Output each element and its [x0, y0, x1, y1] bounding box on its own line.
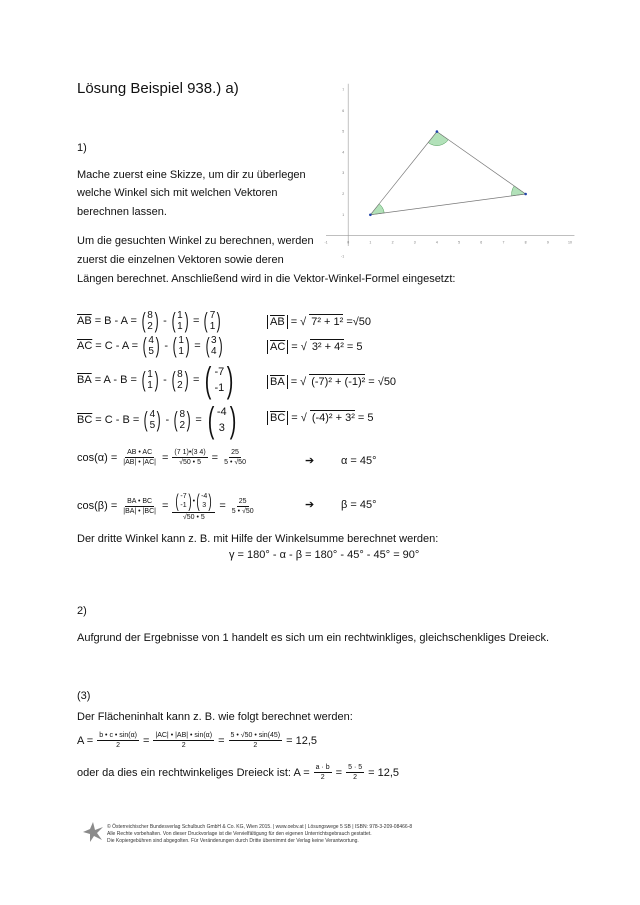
cos-beta-formula: cos(β) = $\frac{BA • BC}{|BA| • |BC|}$ = ( -7 -1 ) • ( -4 3 ) √50 • 5 = $\frac{25}{5 • √50}$ — [77, 491, 254, 521]
area-alt-formula: oder da dies ein rechtwinkeliges Dreieck ist: A = $\frac{a \cdot b}{2}$ = $\frac{5 \cdot 5}{2}$ = 12,5 — [77, 764, 400, 781]
para-line-3: Längen berechnet. Anschließend wird in die Vektor-Winkel-Formel eingesetzt: — [77, 273, 456, 285]
vector-bc-result: ( -4 3 ) — [207, 399, 236, 440]
side-bc — [437, 132, 526, 194]
vector-bc-row: $\overline{BC}$ = C - B = ( 4 5 ) - ( 8 2 ) = ( -4 3 ) — [77, 402, 239, 438]
part2-text: Aufgrund der Ergebnisse von 1 handelt es sich um ein rechtwinkliges, gleichschenkliges Dreieck. — [77, 632, 550, 644]
footer-line-2: Alle Rechte vorbehalten. Von dieser Druckvorlage ist die Vervielfältigung für den eigenen Unterrichtsgebrauch gestattet. — [107, 831, 372, 837]
side-ab — [370, 194, 525, 215]
vector-bc-name: $\overline{BC}$ — [77, 414, 93, 426]
part1-number: 1) — [77, 142, 87, 154]
length-ab: $\overline{AB}$ = √ 7² + 1² =√50 — [267, 314, 371, 329]
vector-c: ( 4 5 ) — [142, 333, 160, 358]
vector-a: ( 1 1 ) — [172, 333, 190, 358]
x-tick-label: 7 — [502, 240, 505, 245]
y-tick-label: -1 — [341, 254, 345, 259]
y-tick-label: 5 — [342, 129, 345, 134]
x-tick-label: -1 — [324, 240, 328, 245]
y-tick-label: 2 — [342, 192, 345, 196]
gamma-formula: γ = 180° - α - β = 180° - 45° - 45° = 90° — [229, 549, 420, 561]
length-ac: $\overline{AC}$ = √ 3² + 4² = 5 — [267, 339, 363, 354]
vector-a: ( 1 1 ) — [141, 367, 159, 392]
vector-ba-row: $\overline{BA}$ = A - B = ( 1 1 ) - ( 8 2 ) = ( -7 -1 ) — [77, 362, 236, 398]
intro-line-3: berechnen lassen. — [77, 206, 167, 218]
x-tick-label: 10 — [568, 240, 572, 245]
vector-b: ( 8 2 ) — [173, 407, 191, 432]
alpha-result: α = 45° — [341, 455, 377, 467]
x-tick-label: 1 — [369, 240, 372, 245]
footer-line-1: © Österreichischer Bundesverlag Schulbuch GmbH & Co. KG, Wien 2015. | www.oebv.at | Lösungswege 5 SB | ISBN: 978-3-209-08466-8 — [107, 824, 413, 830]
x-tick-label: 9 — [546, 240, 549, 245]
x-tick-label: 6 — [480, 240, 483, 245]
point-a — [369, 214, 372, 217]
point-c — [436, 130, 439, 133]
area-formula: A = $\frac{b • c • \sin(\alpha)}{2}$ = $\frac{|AC| • |AB| • \sin(\alpha)}{2}$ = $\frac{5 • √50 • \sin(45)}{2}$ = 12,5 — [77, 732, 318, 749]
publisher-logo-icon — [82, 821, 104, 843]
cos-alpha-formula: cos(α) = $\frac{AB • AC}{|AB| • |AC|}$ = $\frac{(7 1)•(3 4)}{√50 • 5}$ = $\frac{25}{5 • √50}$ — [77, 449, 246, 466]
part3-text: Der Flächeninhalt kann z. B. wie folgt berechnet werden: — [77, 711, 353, 723]
vector-ab-expr: = B - A = — [94, 315, 137, 327]
x-tick-label: 2 — [391, 240, 394, 245]
vector-c: ( 4 5 ) — [143, 407, 161, 432]
y-tick-label: 4 — [342, 150, 345, 155]
page-title: Lösung Beispiel 938.) a) — [77, 80, 239, 97]
vector-b: ( 8 2 ) — [171, 367, 189, 392]
x-tick-label: 8 — [524, 240, 527, 245]
beta-result: β = 45° — [341, 499, 377, 511]
part2-number: 2) — [77, 605, 87, 617]
side-ac — [370, 132, 437, 215]
vector-b: ( 8 2 ) — [141, 308, 159, 333]
vector-ac-name: $\overline{AC}$ — [77, 340, 93, 352]
vector-ab-name: $\overline{AB}$ — [77, 315, 92, 327]
para-line-1: Um die gesuchten Winkel zu berechnen, werden — [77, 235, 314, 247]
intro-line-1: Mache zuerst eine Skizze, um dir zu überlegen — [77, 169, 306, 181]
vector-a: ( 1 1 ) — [171, 308, 189, 333]
vector-ba-name: $\overline{BA}$ — [77, 374, 92, 386]
vector-ab-row: $\overline{AB}$ = B - A = ( 8 2 ) - ( 1 1 ) = ( 7 1 ) — [77, 308, 222, 333]
para-line-2: zuerst die einzelnen Vektoren sowie deren — [77, 254, 284, 266]
y-tick-label: 7 — [342, 88, 345, 92]
y-tick-label: 3 — [342, 171, 345, 176]
y-tick-label: 6 — [342, 108, 345, 113]
footer-line-3: Die Kopiergebühren sind abgegolten. Für Veränderungen durch Dritte übernimmt der Verlag keine Verantwortung. — [107, 838, 359, 844]
y-tick-label: 1 — [342, 212, 345, 217]
vector-ab-result: ( 7 1 ) — [204, 308, 222, 333]
vector-ac-result: ( 3 4 ) — [205, 333, 223, 358]
vector-ba-result: ( -7 -1 ) — [205, 359, 234, 400]
x-tick-label: 0 — [347, 240, 350, 245]
arrow-icon: ➔ — [305, 499, 315, 511]
length-bc: $\overline{BC}$ = √ (-4)² + 3² = 5 — [267, 410, 374, 425]
vector-ac-row: $\overline{AC}$ = C - A = ( 4 5 ) - ( 1 1 ) = ( 3 4 ) — [77, 333, 223, 358]
length-ba: $\overline{BA}$ = √ (-7)² + (-1)² = √50 — [267, 374, 396, 389]
x-tick-label: 5 — [458, 240, 461, 245]
intro-line-2: welche Winkel sich mit welchen Vektoren — [77, 187, 278, 199]
triangle-sketch — [318, 78, 580, 264]
arrow-icon: ➔ — [305, 455, 315, 467]
x-tick-label: 3 — [413, 240, 416, 245]
part3-number: (3) — [77, 690, 91, 702]
point-b — [524, 193, 527, 196]
x-tick-label: 4 — [435, 240, 438, 245]
third-angle-text: Der dritte Winkel kann z. B. mit Hilfe der Winkelsumme berechnet werden: — [77, 533, 439, 545]
